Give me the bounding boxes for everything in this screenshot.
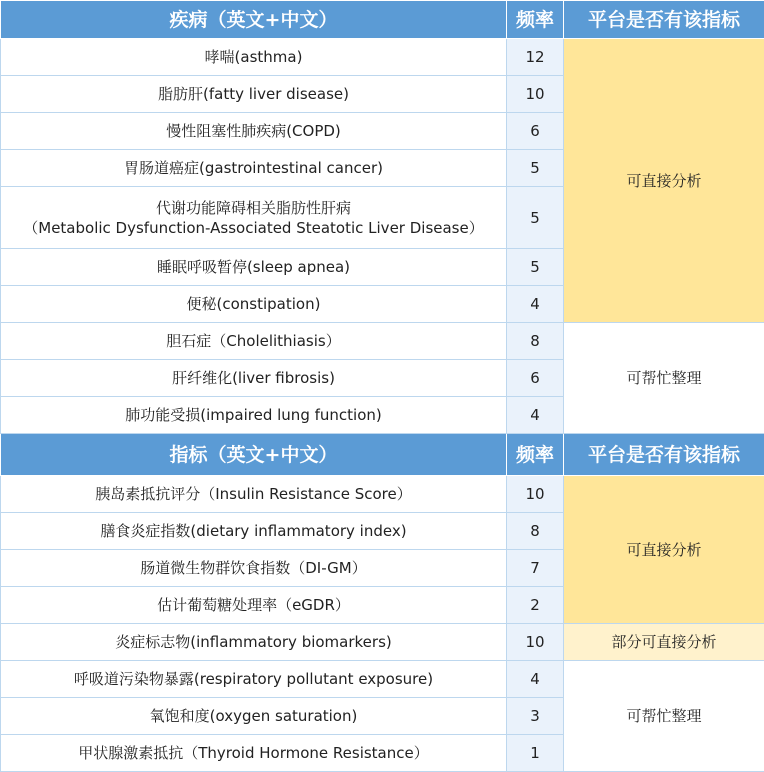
- header-name: 疾病（英文+中文）: [1, 1, 507, 39]
- item-name-cell: [1, 513, 507, 550]
- frequency-cell: 5: [507, 187, 564, 249]
- item-name-cell: [1, 397, 507, 434]
- item-name-cell: [1, 661, 507, 698]
- item-name-cell: [1, 476, 507, 513]
- item-name: 估计葡萄糖处理率（eGDR）: [1, 595, 506, 615]
- frequency-cell: 10: [507, 476, 564, 513]
- item-name-cell: [1, 286, 507, 323]
- table-row: [1, 624, 764, 661]
- frequency-cell: 4: [507, 397, 564, 434]
- item-name: 炎症标志物(inflammatory biomarkers): [1, 632, 506, 652]
- item-name-cell: [1, 624, 507, 661]
- header-frequency: 频率: [507, 1, 564, 39]
- header-platform-availability: 平台是否有该指标: [564, 434, 764, 476]
- frequency-cell: 12: [507, 39, 564, 76]
- frequency-cell: 8: [507, 323, 564, 360]
- item-name: 胃肠道癌症(gastrointestinal cancer): [1, 158, 506, 178]
- item-name-cell: [1, 698, 507, 735]
- table-row: [1, 323, 764, 360]
- frequency-cell: 6: [507, 360, 564, 397]
- item-name: 便秘(constipation): [1, 294, 506, 314]
- availability-cell: 可帮忙整理: [564, 661, 764, 772]
- item-name-cell: [1, 323, 507, 360]
- item-name: 胰岛素抵抗评分（Insulin Resistance Score）: [1, 484, 506, 504]
- availability-cell: 可帮忙整理: [564, 323, 764, 434]
- availability-cell: 部分可直接分析: [564, 624, 764, 661]
- section-header-row: [1, 1, 764, 39]
- frequency-cell: 5: [507, 150, 564, 187]
- item-name-cell: [1, 587, 507, 624]
- frequency-cell: 4: [507, 661, 564, 698]
- frequency-cell: 7: [507, 550, 564, 587]
- item-name-english: （Metabolic Dysfunction-Associated Steatotic Liver Disease）: [1, 218, 506, 238]
- table-row: [1, 39, 764, 76]
- table-row: [1, 476, 764, 513]
- item-name-cell: [1, 76, 507, 113]
- frequency-cell: 10: [507, 624, 564, 661]
- frequency-cell: 5: [507, 249, 564, 286]
- table-row: [1, 661, 764, 698]
- table-body: [1, 1, 764, 772]
- item-name: 胆石症（Cholelithiasis）: [1, 331, 506, 351]
- item-name: 代谢功能障碍相关脂肪性肝病: [1, 198, 506, 218]
- item-name: 肝纤维化(liver fibrosis): [1, 368, 506, 388]
- item-name: 哮喘(asthma): [1, 47, 506, 67]
- frequency-cell: 4: [507, 286, 564, 323]
- item-name-cell: [1, 360, 507, 397]
- item-name: 膳食炎症指数(dietary inflammatory index): [1, 521, 506, 541]
- header-frequency: 频率: [507, 434, 564, 476]
- frequency-cell: 8: [507, 513, 564, 550]
- frequency-cell: 3: [507, 698, 564, 735]
- item-name: 慢性阻塞性肺疾病(COPD): [1, 121, 506, 141]
- frequency-cell: 2: [507, 587, 564, 624]
- frequency-cell: 1: [507, 735, 564, 772]
- item-name-cell: [1, 39, 507, 76]
- item-name-cell: [1, 113, 507, 150]
- item-name-cell: [1, 150, 507, 187]
- item-name: 肺功能受损(impaired lung function): [1, 405, 506, 425]
- item-name: 氧饱和度(oxygen saturation): [1, 706, 506, 726]
- availability-cell: 可直接分析: [564, 39, 764, 323]
- item-name-cell: [1, 187, 507, 249]
- item-name: 呼吸道污染物暴露(respiratory pollutant exposure): [1, 669, 506, 689]
- item-name-cell: [1, 249, 507, 286]
- header-name: 指标（英文+中文）: [1, 434, 507, 476]
- header-platform-availability: 平台是否有该指标: [564, 1, 764, 39]
- item-name-cell: [1, 735, 507, 772]
- section-header-row: [1, 434, 764, 476]
- item-name: 睡眠呼吸暂停(sleep apnea): [1, 257, 506, 277]
- availability-cell: 可直接分析: [564, 476, 764, 624]
- frequency-cell: 10: [507, 76, 564, 113]
- item-name: 脂肪肝(fatty liver disease): [1, 84, 506, 104]
- frequency-cell: 6: [507, 113, 564, 150]
- item-name: 肠道微生物群饮食指数（DI-GM）: [1, 558, 506, 578]
- item-name-cell: [1, 550, 507, 587]
- item-name: 甲状腺激素抵抗（Thyroid Hormone Resistance）: [1, 743, 506, 763]
